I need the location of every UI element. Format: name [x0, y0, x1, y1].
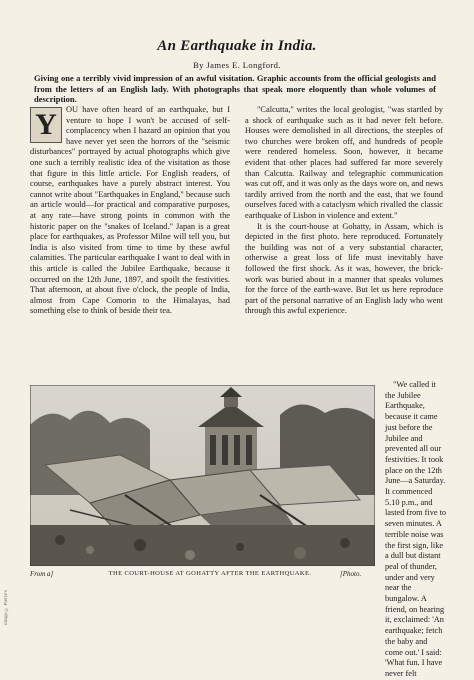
article-title: An Earthquake in India. [157, 38, 317, 54]
right-text-column [245, 105, 443, 317]
narrow-text-column [385, 380, 447, 680]
narrow-paragraph: "We called it the Jubilee Earthquake, because it came just before the Jubilee and prevented all our festivities. It took place on the 12th June—a Saturday. It commenced 5.10 p.m., and lasted from five to seven minutes. A terrible noise was the first sign, like a dull but distant peal of thunder, under and very near the bungalow. A friend, on hearing it, exclaimed: 'An earthquake; fetch the baby and come out.' I said: 'What fun. I have never felt [385, 380, 447, 678]
left-paragraph: OU have often heard of an earthquake, but I venture to hope I won't be accused of self-complacency when I hazard an opinion that you have never yet seen the horrors of the "seismic disturbances" portrayed by actual photographs which give one such a terribly realistic idea of the visitation as those that figure in this little article. For English readers, of course, earthquakes have a purely abstract interest. You cannot write about "Earthquakes in England," because such an article would—for practical and comparative purposes, at any rate—have strong points in common with the historic paper on the "snakes of Iceland." Japan is a great place for earthquakes, as Professor Milne will tell you, but India is also visited from time to time by these awful calamities. The particular earthquake I want to deal with in this article is called the Jubilee Earthquake, because it occurred on the 12th June, 1897, and spoilt the festivities. That afternoon, at about five o'clock, the people of India, almost from Cape Comorin to the Himalayas, had something else to think of beside their tea. [30, 105, 230, 316]
article-intro: Giving one a terribly vivid impression of an awful visitation. Graphic accounts from the official geologists and from the letters of an English lady. With photographs that speak more eloquently than whole volumes of description. [34, 73, 436, 105]
courthouse-ruins-photo [30, 385, 375, 566]
drop-cap: Y [30, 107, 62, 143]
photo-credit-from: From a] [30, 570, 54, 578]
photo-caption: THE COURT-HOUSE AT GOHATTY AFTER THE EARTHQUAKE. [108, 570, 312, 577]
photo-credit-label: [Photo. [340, 570, 362, 578]
left-text-column [30, 105, 230, 317]
margin-stamp: image © Pierce's [4, 590, 9, 626]
article-byline: By James E. Longford. [193, 60, 281, 70]
right-paragraph-1: "Calcutta," writes the local geologist, "was startled by a shock of earthquake such as it had never felt before. Houses were demolished in all directions, the steeples of two churches were broken off, and hundreds of people were rendered homeless. Soon, however, it became evident that other places had suffered far more severely than Calcutta. Railway and telegraphic communication was cut off, and it was only as the days wore on, and news tardily arrived from the north and the east, that we found ourselves faced with a cataclysm which rivalled the classic earthquake of Lisbon in violence and extent." [245, 105, 443, 220]
right-paragraph-2: It is the court-house at Gohatty, in Assam, which is depicted in the first photo. here reproduced. Fortunately the building was not of a very substantial character, otherwise a great loss of life must inevitably have followed the first shock. As it was, however, the brick-work was buried about in a manner that speaks volumes for the force of the earth-wave. But let us here reproduce part of the personal narrative of an English lady who went through this awful experience. [245, 221, 443, 316]
